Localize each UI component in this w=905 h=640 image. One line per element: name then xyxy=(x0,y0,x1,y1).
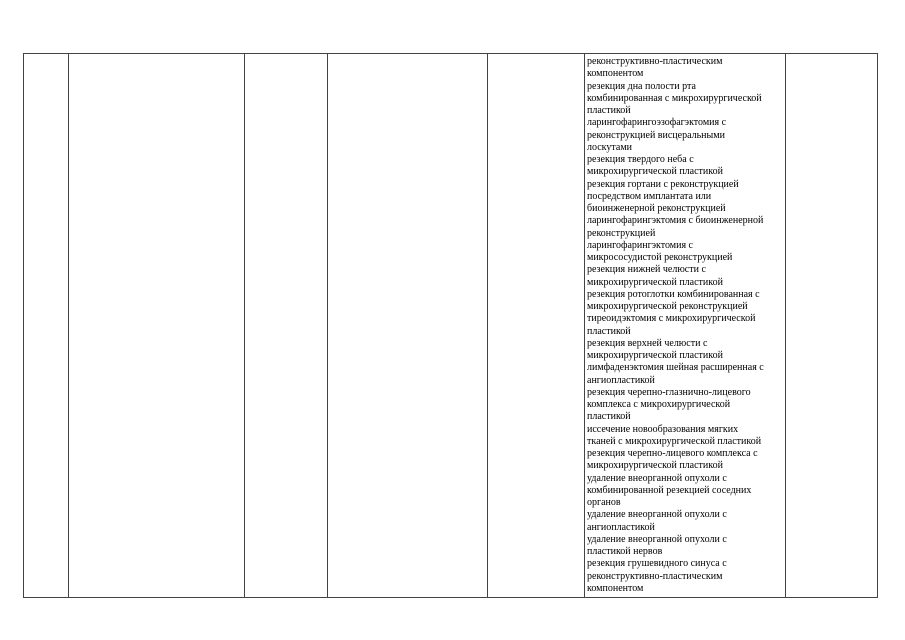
procedure-line: резекция гортани с реконструкцией xyxy=(587,178,739,190)
procedure-line: резекция черепно-лицевого комплекса с xyxy=(587,448,758,459)
procedure-line: ларингофарингэктомия с xyxy=(587,239,693,251)
procedure-line: резекция черепно-глазнично-лицевого xyxy=(587,386,751,398)
document-table xyxy=(23,53,878,598)
procedure-line: микрохирургической пластикой xyxy=(587,166,723,178)
cell-cost xyxy=(786,54,878,598)
procedure-line: резекция дна полости рта xyxy=(587,80,696,92)
procedure-line: микрохирургической пластикой xyxy=(587,276,723,288)
procedure-line: микрохирургической пластикой xyxy=(587,350,723,361)
procedure-line: биоинженерной реконструкцией xyxy=(587,203,726,214)
procedure-line: компонентом xyxy=(587,582,644,594)
procedure-line: реконструктивно-пластическим xyxy=(587,56,723,67)
procedure-line: удаление внеорганной опухоли с xyxy=(587,533,727,545)
procedure-line: лоскутами xyxy=(587,141,633,153)
procedures-list xyxy=(585,54,785,595)
procedure-line: комплекса с микрохирургической xyxy=(587,399,731,410)
procedure-line: микрохирургической реконструкцией xyxy=(587,301,748,312)
procedure-line: пластикой xyxy=(587,411,631,423)
procedure-line: реконструктивно-пластическим xyxy=(587,570,723,582)
procedure-line: микрососудистой реконструкцией xyxy=(587,252,733,263)
procedure-line: тиреоидэктомия с микрохирургической xyxy=(587,313,756,325)
procedure-line: пластикой нервов xyxy=(587,546,663,557)
procedure-line: тканей с микрохирургической пластикой xyxy=(587,435,762,447)
procedure-line: ангиопластикой xyxy=(587,521,655,533)
procedure-line: комбинированной резекцией соседних xyxy=(587,484,752,496)
cell-procedures xyxy=(585,54,786,598)
procedure-line: компонентом xyxy=(587,68,644,80)
procedure-line: удаление внеорганной опухоли с xyxy=(587,472,727,484)
procedure-line: микрохирургической пластикой xyxy=(587,460,723,472)
procedure-line: резекция нижней челюсти с xyxy=(587,264,706,276)
procedure-line: резекция твердого неба с xyxy=(587,154,694,165)
cell-diagnosis xyxy=(328,54,488,598)
procedure-line: посредством имплантата или xyxy=(587,190,712,202)
table-row xyxy=(24,54,878,598)
procedure-line: реконструкцией висцеральными xyxy=(587,129,725,141)
procedure-line: удаление внеорганной опухоли с xyxy=(587,509,727,521)
procedure-line: ларингофарингоэзофагэктомия с xyxy=(587,117,727,129)
procedure-line: резекция ротоглотки комбинированная с xyxy=(587,288,760,300)
procedure-line: иссечение новообразования мягких xyxy=(587,423,739,435)
cell-profile xyxy=(69,54,245,598)
procedure-line: ларингофарингэктомия с биоинженерной xyxy=(587,215,764,227)
cell-code xyxy=(245,54,328,598)
procedure-line: комбинированная с микрохирургической xyxy=(587,92,762,104)
procedure-line: ангиопластикой xyxy=(587,374,655,386)
cell-treatment-type xyxy=(488,54,585,598)
procedure-line: пластикой xyxy=(587,325,631,337)
procedure-line: лимфаденэктомия шейная расширенная с xyxy=(587,362,764,374)
cell-number xyxy=(24,54,69,598)
procedure-line: реконструкцией xyxy=(587,227,656,239)
procedure-line: органов xyxy=(587,497,621,508)
procedure-line: резекция грушевидного синуса с xyxy=(587,558,727,570)
procedure-line: пластикой xyxy=(587,105,631,116)
procedure-line: резекция верхней челюсти с xyxy=(587,337,708,349)
